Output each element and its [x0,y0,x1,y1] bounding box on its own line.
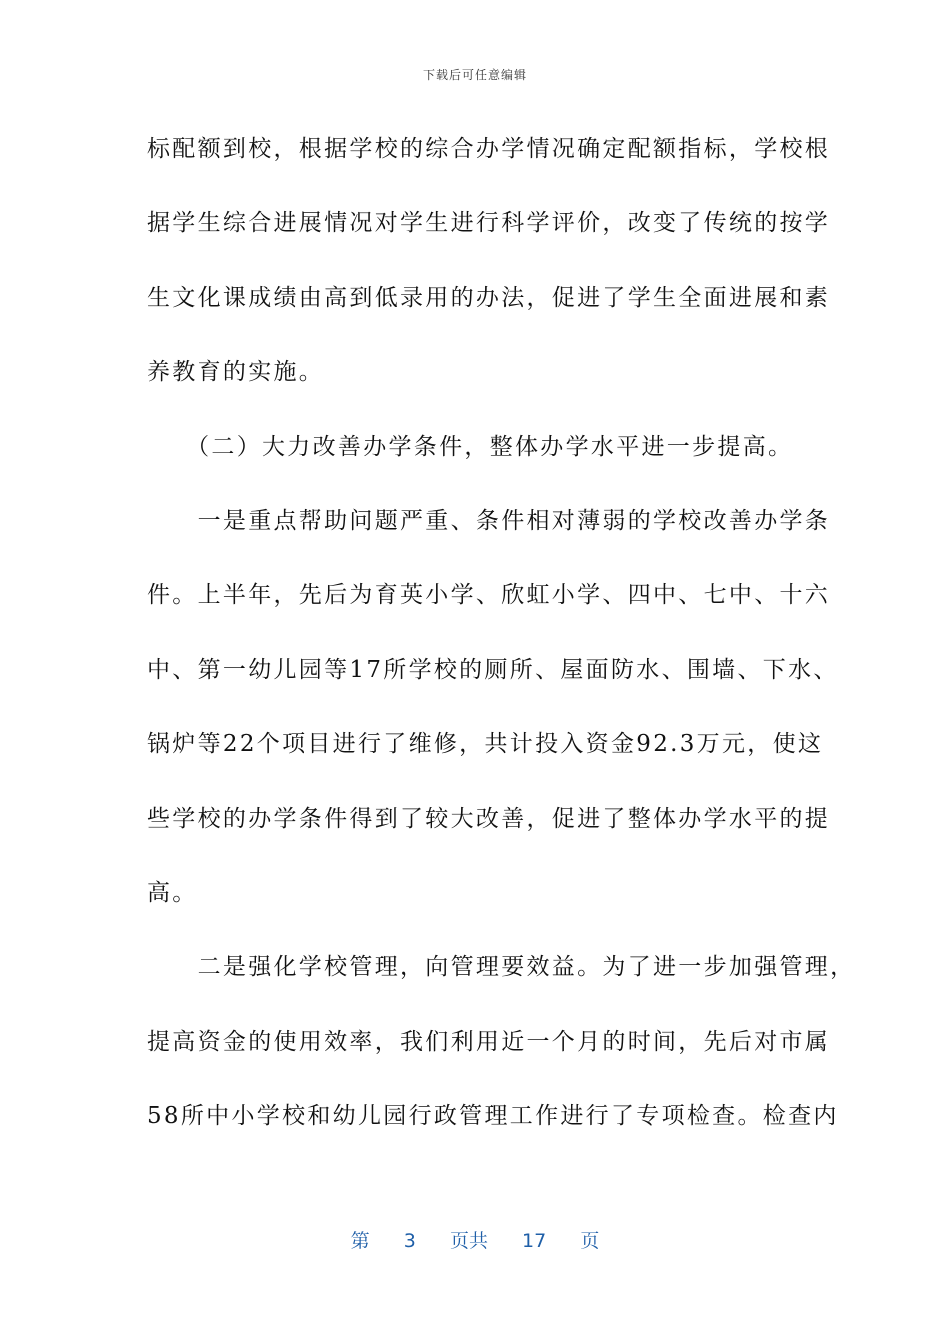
footer-label-total: 页共 [449,1230,488,1252]
text-line: 二是强化学校管理，向管理要效益。为了进一步加强管理， [147,954,856,981]
footer-label-suffix: 页 [580,1230,600,1252]
footer-label-page: 第 [350,1230,370,1252]
text-line: 养教育的实施。 [147,359,325,386]
text-line: 生文化课成绩由高到低录用的办法，促进了学生全面进展和素 [147,284,831,311]
footer-total-pages: 17 [522,1230,547,1252]
body-text [147,112,856,1153]
text-line: 中、第一幼儿园等17所学校的厕所、屋面防水、围墙、下水、 [147,656,839,683]
footer-current-page: 3 [403,1230,416,1252]
header-note: 下载后可任意编辑 [422,68,527,82]
text-line: 件。上半年，先后为育英小学、欣虹小学、四中、七中、十六 [147,582,831,609]
text-line: 一是重点帮助问题严重、条件相对薄弱的学校改善办学条 [147,507,831,534]
section-heading: （二）大力改善办学条件，整体办学水平进一步提高。 [147,433,794,460]
text-line: 58所中小学校和幼儿园行政管理工作进行了专项检查。检查内 [147,1103,839,1130]
text-line: 锅炉等22个项目进行了维修，共计投入资金92.3万元，使这 [147,731,824,758]
text-line: 据学生综合进展情况对学生进行科学评价，改变了传统的按学 [147,210,831,237]
text-line: 提高资金的使用效率，我们利用近一个月的时间，先后对市属 [147,1028,831,1055]
text-line: 标配额到校，根据学校的综合办学情况确定配额指标，学校根 [147,136,831,162]
text-line: 些学校的办学条件得到了较大改善，促进了整体办学水平的提 [147,805,831,832]
text-line: 高。 [147,879,198,906]
page-footer [0,1226,950,1253]
